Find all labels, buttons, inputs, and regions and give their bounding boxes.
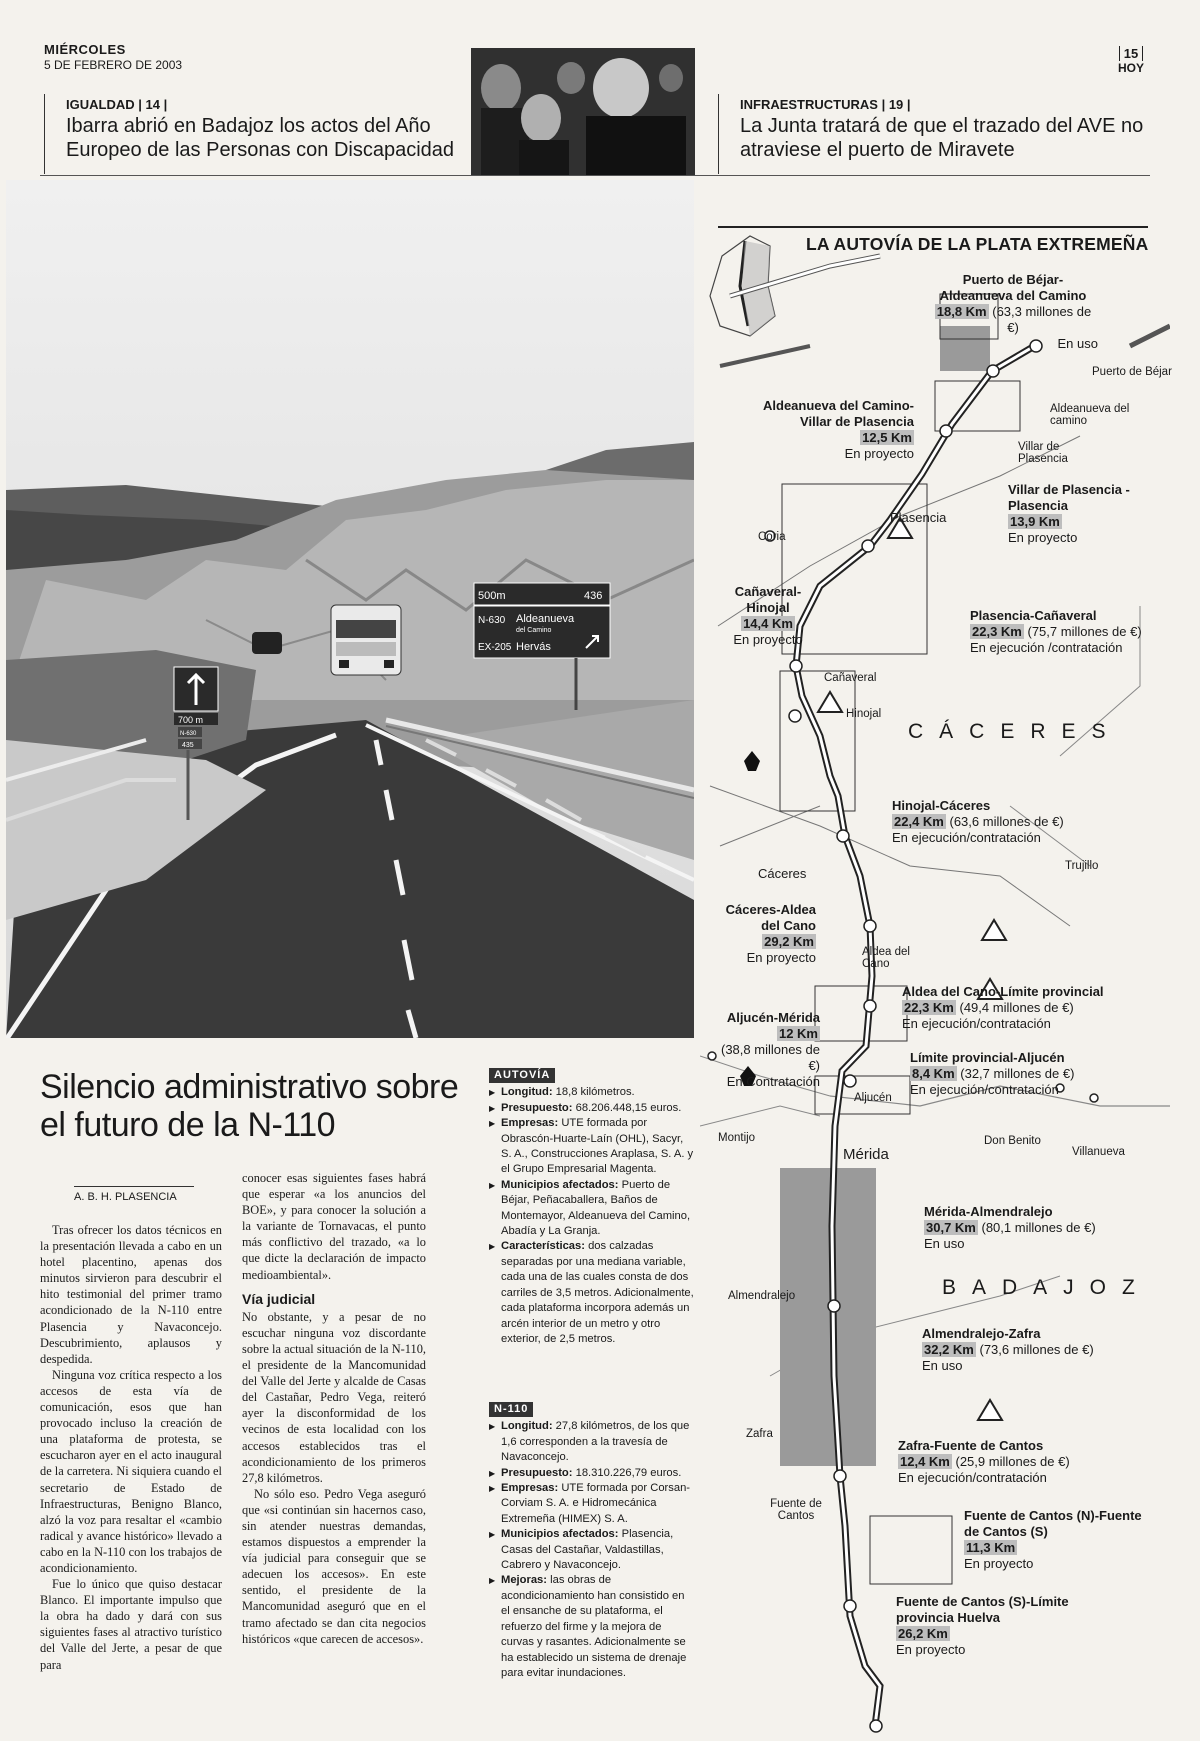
section-label: Plasencia-Cañaveral 22,3 Km (75,7 millones de €) En ejecución /contratación bbox=[970, 608, 1142, 655]
city-zafra: Zafra bbox=[746, 1428, 773, 1440]
city-aldeanueva: Aldeanueva del camino bbox=[1050, 403, 1130, 427]
paragraph: Tras ofrecer los datos técnicos en la presentación llevada a cabo en un hotel placentino, apenas dos minutos sirvieron para descubrir el hito testimonial del primer tramo acondicionado de la N-110 entre Plasencia y Navaconcejo. Descubrimiento, aplausos y despedida. bbox=[40, 1223, 222, 1366]
teaser-igualdad[interactable] bbox=[66, 96, 466, 162]
city-don-benito: Don Benito bbox=[984, 1135, 1041, 1147]
factbox-item: ▶ Características: dos calzadas separadas por una mediana variable, cada una de las cuales consta de dos carriles de 3,5 metros. Adicionalmente, cada plataforma incorpora además un arcén interior de un metro y otro exterior, de 2,5 metros. bbox=[489, 1239, 694, 1347]
factbox-item: ▶ Longitud: 27,8 kilómetros, de los que 1,6 corresponden a la travesía de Navaconcejo. bbox=[489, 1419, 694, 1465]
city-aljucen: Aljucén bbox=[854, 1092, 892, 1104]
exit-distance: 500m bbox=[478, 590, 506, 602]
factbox-item: ▶ Mejoras: las obras de acondicionamiento han consistido en el ensanche de su plataforma, el refuerzo del firme y la mejora de curvas y rasantes. Adicionalmente se ha establecido un sistema de drenaje para evitar inundaciones. bbox=[489, 1573, 694, 1681]
publication-name: HOY bbox=[1117, 61, 1144, 75]
teaser-section: INFRAESTRUCTURAS | 19 | bbox=[740, 97, 911, 112]
left-sign-distance: 700 m bbox=[178, 715, 204, 725]
factbox-n110 bbox=[489, 1402, 694, 1681]
teaser-section: IGUALDAD | 14 | bbox=[66, 97, 168, 112]
section-label: Almendralejo-Zafra 32,2 Km (73,6 millones de €) En uso bbox=[922, 1326, 1094, 1373]
section-label: Fuente de Cantos (S)-Límite provincia Huelva 26,2 Km En proyecto bbox=[896, 1594, 1069, 1657]
article-headline: Silencio administrativo sobre el futuro de la N-110 bbox=[40, 1068, 459, 1144]
paragraph: Ninguna voz crítica respecto a los accesos de esta vía de comunicación, esos que han provocado incluso la creación de una plataforma de protesta, se escucharon ayer en el acto inaugural de la carretera. Ni siquiera cuando el secretario de Estado de Infraestructuras, Benigno Blanco, alzó la voz para resaltar el «cambio radical y avance histórico» llevado a cabo en la N-110 con los trabajos de acondicionamiento. bbox=[40, 1367, 222, 1575]
section-label: Fuente de Cantos (N)-Fuente de Cantos (S) 11,3 Km En proyecto bbox=[964, 1508, 1142, 1571]
city-canaveral: Cañaveral bbox=[824, 672, 877, 684]
sign-road-2: EX-205 bbox=[478, 642, 512, 653]
factbox-item: ▶ Empresas: UTE formada por Obrascón-Huarte-Laín (OHL), Sacyr, S. A., Construcciones Araplasa, S. A. y el Grupo Empresarial Magenta. bbox=[489, 1116, 694, 1178]
page-number-block bbox=[1118, 46, 1144, 75]
paragraph: Fue lo único que quiso destacar Blanco. El importante impulso que la obra ha dado y dará con sus siguientes fases al atractivo turístico del Valle del Jerte, a pesar de que para bbox=[40, 1577, 222, 1672]
city-aldea-cano: Aldea del Cano bbox=[862, 946, 910, 970]
teaser-infraestructuras[interactable] bbox=[740, 96, 1160, 162]
section-label: Cáceres-Aldea del Cano 29,2 Km En proyecto bbox=[725, 902, 816, 965]
article-subhead: Vía judicial bbox=[242, 1290, 316, 1307]
section-in-use-3 bbox=[780, 1308, 876, 1466]
factbox-item: ▶ Empresas: UTE formada por Corsan-Corviam S. A. e Hidromecánica Extremeña (HIMEX) S. A. bbox=[489, 1481, 694, 1527]
province-caceres: CÁCERES bbox=[908, 720, 1122, 743]
sign-place-1b: del Camino bbox=[516, 627, 552, 634]
paragraph: No obstante, y a pesar de no escuchar ninguna voz discordante sobre la actual situación de la N-110, el presidente de la Mancomunidad del Valle del Jerte y alcalde de Casas del Castañar, Pedro Vega, reiteró ayer la disconformidad de los vecinos de esta localidad con los accesos establecidos tras el acondicionamiento de los primeros 27,8 kilómetros. bbox=[242, 1309, 426, 1485]
city-villanueva: Villanueva bbox=[1072, 1146, 1125, 1158]
article-column-1 bbox=[40, 1222, 222, 1673]
section-in-use-2 bbox=[780, 1168, 876, 1310]
caceres-pin bbox=[744, 751, 760, 771]
teaser-text: La Junta tratará de que el trazado del AVE no atraviese el puerto de Miravete bbox=[740, 115, 1144, 161]
factbox-tag: N-110 bbox=[489, 1402, 533, 1417]
factbox-item: ▶ Municipios afectados: Plasencia, Casas del Castañar, Valdastillas, Cabrero y Navaconcejo. bbox=[489, 1527, 694, 1573]
city-montijo: Montijo bbox=[718, 1132, 756, 1144]
factbox-tag: AUTOVÍA bbox=[489, 1068, 555, 1083]
highway-photo bbox=[6, 180, 694, 1038]
paragraph: conocer esas siguientes fases habrá que esperar «a los anuncios del BOE», y para conocer la solución a la variante de Tornavacas, el punto más conflictivo del trazado, «a lo que dicte la declaración de impacto medioambiental». bbox=[242, 1171, 426, 1282]
article-byline: A. B. H. PLASENCIA bbox=[74, 1186, 194, 1203]
city-caceres: Cáceres bbox=[758, 866, 807, 881]
city-villar-plasencia: Villar de Plasencia bbox=[1018, 441, 1068, 465]
factbox-autovia bbox=[489, 1068, 694, 1347]
header-day: MIÉRCOLES bbox=[44, 42, 126, 57]
header-date: 5 DE FEBRERO DE 2003 bbox=[44, 58, 183, 72]
city-hinojal: Hinojal bbox=[846, 708, 882, 720]
factbox-item: ▶ Presupuesto: 18.310.226,79 euros. bbox=[489, 1466, 694, 1481]
exit-number: 436 bbox=[584, 590, 603, 602]
map-title: LA AUTOVÍA DE LA PLATA EXTREMEÑA bbox=[806, 234, 1149, 254]
paragraph: No sólo eso. Pedro Vega aseguró que «si continúan sin hacernos caso, sin atender nuestras demandas, estamos dispuestos a emprender la vía judicial para conseguir que se adecuen los accesos». En este sentido, el presidente de la Mancomunidad aseguró que en el tramo afectado se dan cita negocios históricos «que carecen de accesos». bbox=[242, 1486, 426, 1646]
city-plasencia: Plasencia bbox=[890, 510, 947, 525]
section-label: Mérida-Almendralejo 30,7 Km (80,1 millones de €) En uso bbox=[924, 1204, 1096, 1251]
teaser-photo bbox=[471, 48, 695, 176]
left-sign-plate-1: N-630 bbox=[180, 731, 197, 737]
sign-place-1: Aldeanueva bbox=[516, 613, 575, 625]
city-trujillo: Trujillo bbox=[1065, 860, 1099, 872]
section-label: Hinojal-Cáceres 22,4 Km (63,6 millones de €) En ejecución/contratación bbox=[892, 798, 1064, 845]
section-label: Villar de Plasencia -Plasencia 13,9 Km En proyecto bbox=[1008, 482, 1130, 545]
section-label: Zafra-Fuente de Cantos 12,4 Km (25,9 millones de €) En ejecución/contratación bbox=[898, 1438, 1070, 1485]
section-label: Aldea del Cano-Límite provincial 22,3 Km (49,4 millones de €) En ejecución/contratación bbox=[902, 984, 1104, 1031]
page-number: 15 bbox=[1119, 46, 1143, 61]
sign-road-1: N-630 bbox=[478, 615, 506, 626]
factbox-item: ▶ Longitud: 18,8 kilómetros. bbox=[489, 1085, 694, 1100]
factbox-item: ▶ Municipios afectados: Puerto de Béjar, Peñacaballera, Baños de Montemayor, Aldeanueva del Camino, Abadía y La Granja. bbox=[489, 1178, 694, 1240]
section-label: Aljucén-Mérida 12 Km (38,8 millones de €) En Contratación bbox=[721, 1010, 820, 1089]
section-label: Puerto de Béjar-Aldeanueva del Camino 18,8 Km (63,3 millones de €) En uso bbox=[936, 272, 1098, 351]
city-almendralejo: Almendralejo bbox=[728, 1290, 796, 1302]
left-sign-plate-2: 435 bbox=[182, 742, 194, 749]
city-fuente-cantos: Fuente de Cantos bbox=[770, 1498, 822, 1522]
city-merida: Mérida bbox=[843, 1146, 889, 1163]
province-badajoz: BADAJOZ bbox=[942, 1276, 1151, 1299]
city-puerto-bejar: Puerto de Béjar bbox=[1092, 366, 1172, 378]
factbox-item: ▶ Presupuesto: 68.206.448,15 euros. bbox=[489, 1101, 694, 1116]
section-label: Límite provincial-Aljucén 8,4 Km (32,7 millones de €) En ejecución/contratación bbox=[910, 1050, 1075, 1097]
teaser-text: Ibarra abrió en Badajoz los actos del Año Europeo de las Personas con Discapacidad bbox=[66, 115, 455, 161]
section-label: Cañaveral-Hinojal 14,4 Km En proyecto bbox=[733, 584, 803, 647]
article-column-2 bbox=[242, 1170, 426, 1647]
section-label: Aldeanueva del Camino-Villar de Plasencia 12,5 Km En proyecto bbox=[763, 398, 914, 461]
city-coria: Coria bbox=[758, 531, 786, 543]
sign-place-2: Hervás bbox=[516, 641, 551, 653]
